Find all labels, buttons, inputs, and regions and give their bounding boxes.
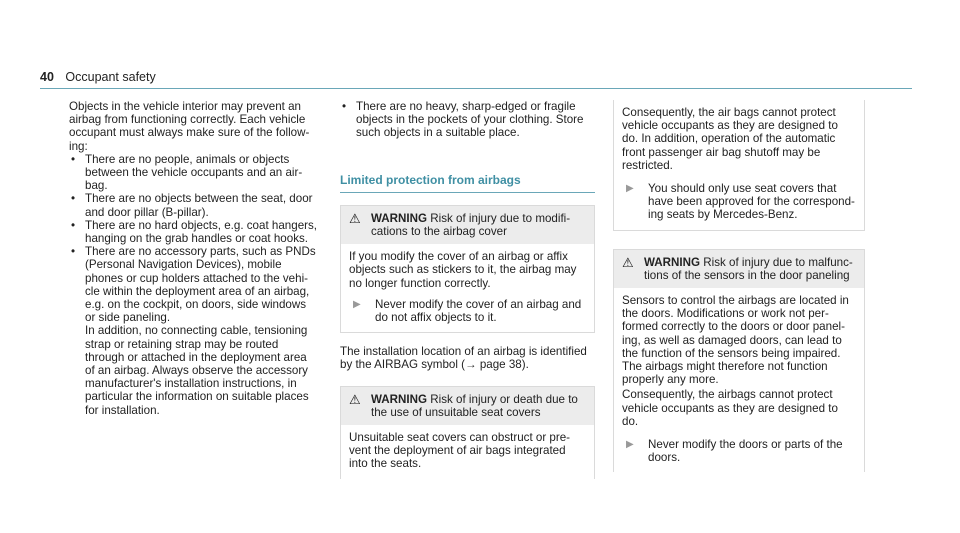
- column-1: [69, 100, 321, 417]
- line: Never modify the cover of an airbag and: [375, 297, 582, 311]
- warning-body: [614, 100, 864, 230]
- requirements-list: [69, 153, 321, 417]
- warning-text: Risk of injury due to modifi-: [430, 211, 571, 225]
- line: such objects in a suitable place.: [356, 126, 520, 140]
- warning-box-airbag-cover: [340, 205, 595, 333]
- warning-body: [614, 288, 864, 472]
- line: ing:: [69, 139, 88, 153]
- warning-text: Risk of injury due to malfunc-: [703, 255, 853, 269]
- line: objects in the pockets of your clothing. Store: [356, 113, 584, 127]
- section-title: Limited protection from airbags: [340, 174, 595, 193]
- line: restricted.: [622, 158, 673, 172]
- line: Consequently, the airbags cannot protect: [622, 388, 833, 402]
- instruction-step: [349, 298, 586, 324]
- line: particular the information on suitable places: [85, 390, 309, 404]
- requirements-list-continued: [340, 100, 595, 140]
- warning-text: the use of unsuitable seat covers: [371, 405, 541, 419]
- line: vehicle occupants as they are designed to: [622, 119, 838, 133]
- line: (Personal Navigation Devices), mobile: [85, 258, 282, 272]
- list-item: [69, 245, 321, 417]
- warning-box-door-sensors: [613, 249, 865, 473]
- line: Unsuitable seat covers can obstruct or pre-: [349, 431, 571, 445]
- line: There are no objects between the seat, door: [85, 192, 313, 206]
- warning-triangle-icon: ⚠: [349, 210, 361, 226]
- warning-box-seat-covers: [340, 386, 595, 479]
- line: airbag from functioning correctly. Each vehicle: [69, 113, 306, 127]
- arrow-right-icon: ▶: [353, 298, 361, 310]
- line: do. In addition, operation of the automatic: [622, 132, 836, 146]
- line: front passenger air bag shutoff may be: [622, 145, 821, 159]
- line: There are no hard objects, e.g. coat hangers,: [85, 218, 318, 232]
- line: If you modify the cover of an airbag or affix: [349, 250, 568, 264]
- line: cle within the deployment area of an airbag,: [85, 284, 310, 298]
- warning-header: [614, 250, 864, 288]
- line: bag.: [85, 179, 108, 193]
- warning-label: WARNING: [371, 211, 428, 225]
- line: through or attached in the deployment area: [85, 350, 307, 364]
- line: In addition, no connecting cable, tensioning: [85, 324, 308, 338]
- line: phones or cup holders attached to the vehi-: [85, 271, 309, 285]
- warning-box-seat-covers-continued: [613, 100, 865, 231]
- warning-text: Risk of injury or death due to: [430, 392, 578, 406]
- list-item: [340, 100, 595, 140]
- line: Never modify the doors or parts of the: [648, 438, 843, 452]
- page-number: 40: [40, 70, 54, 84]
- line: vehicle occupants as they are designed to: [622, 401, 838, 415]
- warning-triangle-icon: ⚠: [622, 254, 634, 270]
- header-rule: [40, 88, 912, 89]
- list-item: [69, 192, 321, 218]
- line: between the vehicle occupants and an air-: [85, 166, 303, 180]
- instruction-step: [622, 438, 856, 464]
- line: ing, as well as damaged doors, can lead to: [622, 333, 842, 347]
- line: ing seats by Mercedes-Benz.: [648, 208, 798, 222]
- line: Objects in the vehicle interior may prevent an: [69, 100, 301, 113]
- line: formed correctly to the doors or door panel-: [622, 320, 845, 334]
- line: do.: [622, 414, 639, 428]
- line: There are no accessory parts, such as PNDs: [85, 245, 316, 259]
- warning-body: [341, 425, 594, 479]
- line: You should only use seat covers that: [648, 182, 837, 196]
- line: properly any more.: [622, 373, 719, 387]
- line: objects such as stickers to it, the airbag may: [349, 263, 577, 277]
- line: manufacturer's installation instructions, in: [85, 377, 297, 391]
- line: have been approved for the correspond-: [648, 195, 855, 209]
- line: by the AIRBAG symbol (→ page 38).: [340, 358, 529, 372]
- list-item: [69, 219, 321, 245]
- line: the function of the sensors being impaired.: [622, 346, 841, 360]
- line: for installation.: [85, 403, 160, 417]
- warning-text: cations to the airbag cover: [371, 225, 507, 239]
- list-item-continuation: [85, 324, 321, 416]
- line: The airbags might therefore not function: [622, 360, 828, 374]
- line: Sensors to control the airbags are located in: [622, 294, 849, 308]
- line: strap or retaining strap may be routed: [85, 337, 279, 351]
- warning-body-2: [622, 388, 856, 428]
- airbag-location-paragraph: [340, 345, 595, 371]
- instruction-step: [622, 182, 856, 222]
- line: do not affix objects to it.: [375, 311, 497, 325]
- column-2: [340, 100, 595, 479]
- warning-header: [341, 387, 594, 425]
- line: hanging on the grab handles or coat hooks.: [85, 232, 309, 246]
- arrow-right-icon: ▶: [626, 439, 634, 451]
- line: There are no heavy, sharp-edged or fragile: [356, 100, 576, 113]
- warning-header: [341, 206, 594, 244]
- warning-text: tions of the sensors in the door paneling: [644, 268, 850, 282]
- warning-label: WARNING: [644, 255, 701, 269]
- line: Consequently, the air bags cannot protect: [622, 106, 836, 119]
- page-header: [40, 70, 156, 84]
- line: no longer function correctly.: [349, 276, 491, 290]
- line: The installation location of an airbag is identified: [340, 345, 587, 359]
- column-3: [613, 100, 865, 472]
- warning-triangle-icon: ⚠: [349, 391, 361, 407]
- line: and door pillar (B-pillar).: [85, 205, 209, 219]
- line: of an airbag. Always observe the accessory: [85, 364, 308, 378]
- arrow-right-icon: ▶: [626, 183, 634, 195]
- warning-label: WARNING: [371, 392, 428, 406]
- line: into the seats.: [349, 457, 422, 471]
- line: the doors. Modifications or work not per-: [622, 307, 829, 321]
- list-item: [69, 153, 321, 193]
- line: or side paneling.: [85, 311, 171, 325]
- line: occupant must always make sure of the follow-: [69, 126, 310, 140]
- line: vent the deployment of air bags integrated: [349, 444, 566, 458]
- intro-paragraph: [69, 100, 321, 153]
- line: There are no people, animals or objects: [85, 152, 290, 166]
- page-header-title: Occupant safety: [65, 70, 156, 84]
- line: e.g. on the cockpit, on doors, side windows: [85, 298, 307, 312]
- warning-body: [341, 244, 594, 332]
- line: doors.: [648, 451, 681, 465]
